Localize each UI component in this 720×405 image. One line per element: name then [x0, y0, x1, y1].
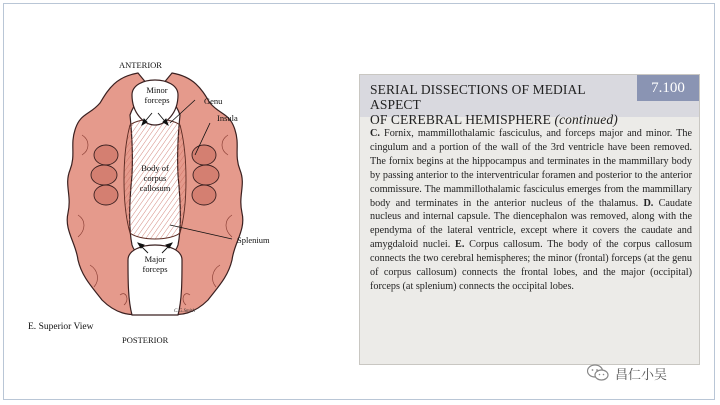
- description-panel: [359, 74, 700, 365]
- panel-header: [360, 75, 699, 127]
- major-forceps-label: Major forceps: [142, 254, 168, 274]
- splenium-label: Splenium: [237, 235, 270, 245]
- watermark: 昌仁小吴: [587, 363, 667, 383]
- posterior-label: POSTERIOR: [122, 335, 169, 345]
- insula-label: Insula: [217, 113, 238, 123]
- corpus-callosum-figure: [20, 55, 350, 355]
- genu-label: Genu: [204, 96, 223, 106]
- right-insula: [192, 145, 219, 205]
- body-of-corpus-callosum-label: Body of corpus callosum: [139, 163, 171, 193]
- anterior-label: ANTERIOR: [119, 60, 162, 70]
- panel-title: SERIAL DISSECTIONS OF MEDIAL ASPECT OF CEREBRAL HEMISPHERE (continued): [370, 82, 618, 127]
- minor-forceps-label: Minor forceps: [144, 85, 170, 105]
- plate-number-badge: 7.100: [637, 75, 699, 101]
- illustrator-signature: C.G.Smith: [174, 309, 195, 314]
- view-caption: E. Superior View: [28, 322, 94, 332]
- wechat-icon: [587, 364, 609, 382]
- left-insula: [91, 145, 118, 205]
- panel-body-text: C. Fornix, mammillothalamic fasciculus, and forceps major and minor. The cingulum and a portion of the wall of the 3rd ventricle have been removed. The fornix begins at the hippocampus and terminates in the mammillary body by passing anterior to the interventricular foramen and posterior to the anterior commissure. The mammillothalamic fasciculus emerges from the mammillary body and terminates in the anterior nucleus of the thalamus. D. Caudate nucleus and internal capsule. The diencephalon was removed, along with the ependyma of the lateral ventricle, except where it covers the caudate and amygdaloid nuclei. E. Corpus callosum. The body of the corpus callosum connects the two cerebral hemispheres; the minor (frontal) forceps (at the genu of corpus callosum) connects the frontal lobes, and the major (occipital) forceps (at splenium) connects the occipital lobes.: [370, 128, 693, 292]
